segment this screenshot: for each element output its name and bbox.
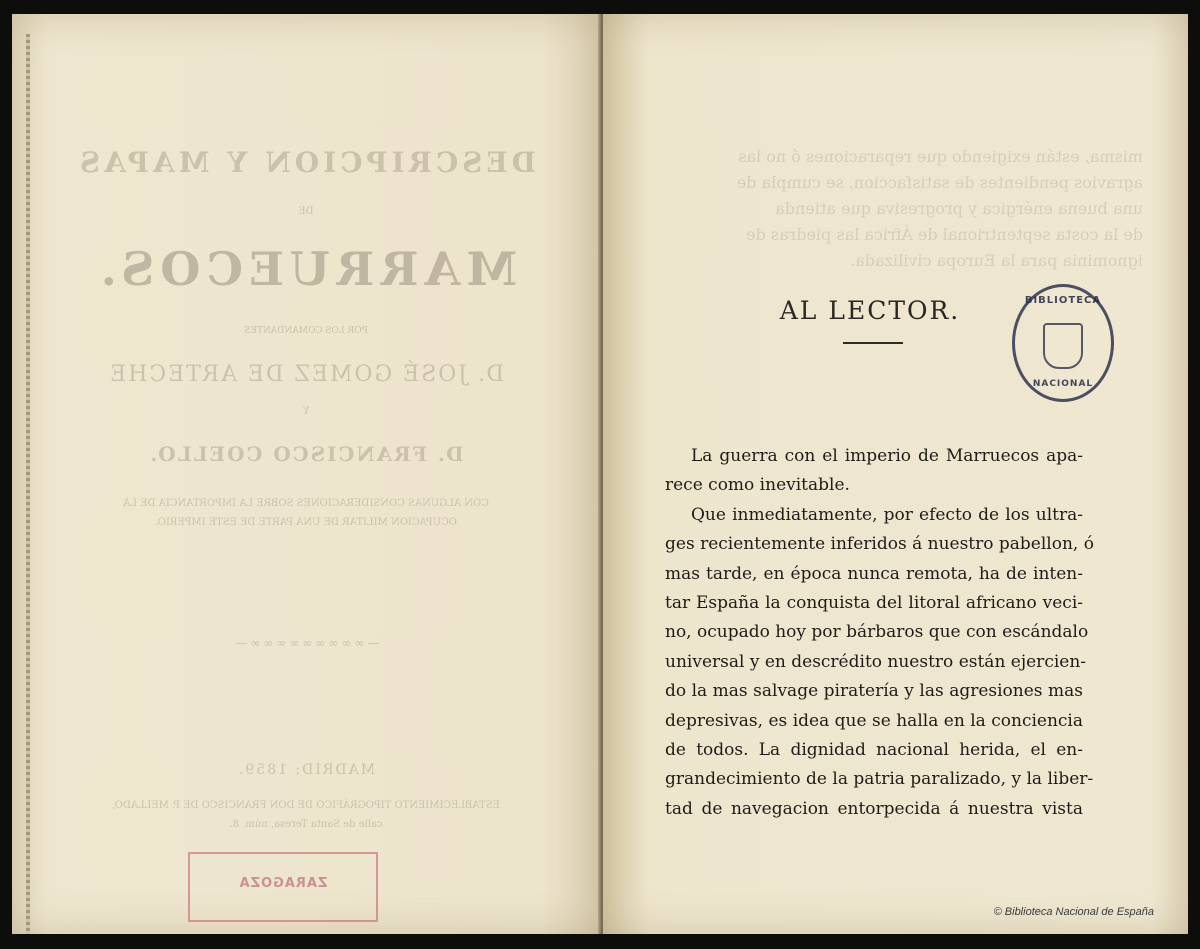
text-line: grandecimiento de la patria paralizado, y la liber- [665, 769, 1094, 790]
bleed-through-title-page [12, 14, 600, 934]
bleed-de: DE [298, 206, 314, 217]
stamp-text: ZARAGOZA [238, 876, 328, 891]
text-line: ges recientemente inferidos á nuestro pabellon, ó [665, 534, 1094, 555]
left-page [12, 14, 600, 934]
heading-rule [843, 342, 903, 344]
page-heading: AL LECTOR. [779, 296, 961, 325]
text-line: tar España la conquista del litoral africano veci- [665, 593, 1083, 614]
bleed-note-2: OCUPACION MILITAR DE UNA PARTE DE ESTE IMPERIO. [155, 517, 457, 528]
bleed-line: ignominia para la Europa civilizada. [850, 251, 1143, 270]
bleed-line: agravios pendientes de satisfaccion, se cumpla de [736, 173, 1143, 192]
bleed-printer-2: calle de Santa Teresa, núm. 8. [229, 819, 383, 830]
text-line: do la mas salvage piratería y las agresiones mas [665, 681, 1083, 702]
text-line: La guerra con el imperio de Marruecos apa- [691, 446, 1083, 466]
bleed-por: POR LOS COMANDANTES [244, 326, 368, 336]
text-line: Que inmediatamente, por efecto de los ultra- [691, 504, 1083, 525]
text-line: mas tarde, en época nunca remota, ha de inten- [665, 563, 1083, 584]
bleed-title-2: MARRUECOS. [94, 242, 518, 296]
bleed-ornament: —∞∞∞∞∞∞∞∞∞— [232, 636, 380, 650]
copyright-notice: © Biblioteca Nacional de España [993, 906, 1154, 918]
bleed-author-2: D. FRANCISCO COELLO. [148, 442, 464, 466]
seal-text-top: BIBLIOTECA [1024, 295, 1102, 306]
bleed-city: MADRID: 1859. [236, 762, 376, 778]
text-line: no, ocupado hoy por bárbaros que con escándalo [665, 622, 1089, 643]
bleed-line: misma, están exigiendo que reparaciones ó no las [738, 147, 1143, 166]
text-line: depresivas, es idea que se halla en la conciencia [665, 710, 1083, 731]
bleed-note-1: CON ALGUNAS CONSIDERACIONES SOBRE LA IMPORTANCIA DE LA [123, 498, 489, 509]
library-seal-stamp [1012, 284, 1114, 402]
bleed-through-text [643, 144, 1143, 274]
bleed-author-1: D. JOSÉ GOMEZ DE ARTECHE [108, 362, 504, 387]
library-stamp-rectangular [188, 852, 378, 922]
bleed-printer-1: ESTABLECIMIENTO TIPOGRÁFICO DE DON FRANCISCO DE P. MELLADO, [112, 800, 500, 811]
seal-text-bottom: NACIONAL [1032, 379, 1094, 389]
text-line: de todos. La dignidad nacional herida, el en- [665, 740, 1083, 761]
bleed-title-1: DESCRIPCION Y MAPAS [75, 146, 537, 179]
text-line: rece como inevitable. [665, 475, 850, 496]
bleed-line: una buena enérgica y progresiva que atienda [775, 199, 1143, 218]
text-line: universal y en descrédito nuestro están ejercien- [665, 651, 1087, 672]
text-line: tad de navegacion entorpecida á nuestra vista [665, 798, 1083, 819]
bleed-line: de la costa septentrional de África las piedras de [746, 225, 1143, 244]
bleed-y: Y [302, 406, 310, 417]
coat-of-arms-icon [1043, 323, 1083, 369]
body-paragraph [665, 442, 1094, 824]
